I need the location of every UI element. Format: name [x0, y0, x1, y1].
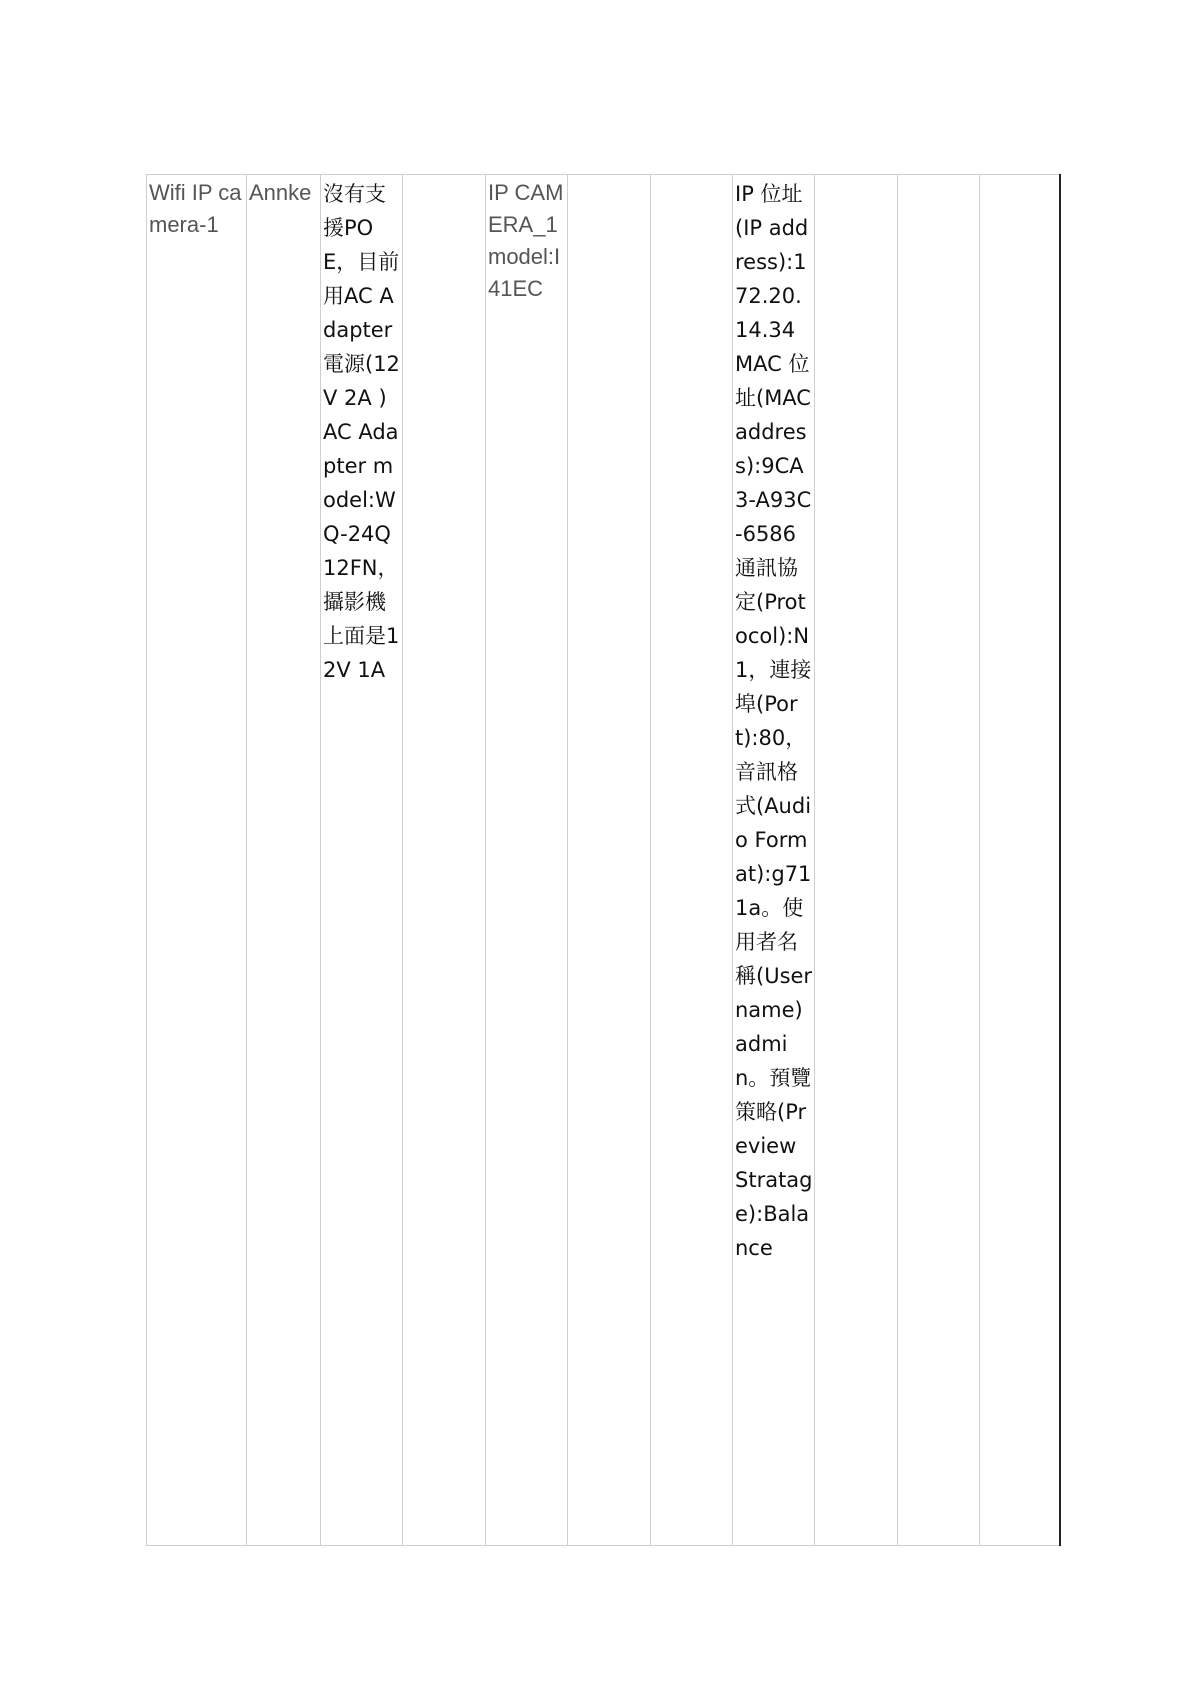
cell-empty-11 [980, 175, 1060, 1546]
power-note-text: 沒有支援POE，目前用AC Adapter電源(12V 2A ) AC Adapter model:WQ-24Q12FN，攝影機上面是12V 1A [323, 182, 400, 682]
cell-empty-7 [651, 175, 733, 1546]
table-row [147, 175, 1060, 1546]
brand-text: Annke [249, 180, 312, 205]
cell-empty-6 [568, 175, 651, 1546]
cell-device-name [147, 175, 247, 1546]
cell-empty-10 [898, 175, 980, 1546]
document-table-region [146, 174, 1059, 1546]
model-text: IP CAMERA_1 model:I41EC [488, 180, 564, 301]
cell-empty-4 [403, 175, 486, 1546]
cell-empty-9 [815, 175, 898, 1546]
device-name-text: Wifi IP camera-1 [149, 180, 242, 237]
cell-brand [247, 175, 321, 1546]
cell-network-settings [733, 175, 815, 1546]
device-table [146, 174, 1061, 1546]
cell-power-note [321, 175, 403, 1546]
cell-model [486, 175, 568, 1546]
network-settings-text: IP 位址(IP address):172.20.14.34 MAC 位址(MAC address):9CA3-A93C-6586 通訊協定(Protocol):N1，連接埠(Port):80，音訊格式(Audio Format):g711a。使用者名稱(Username)admin。預覽策略(Preview Stratage):Balance [735, 182, 813, 1260]
